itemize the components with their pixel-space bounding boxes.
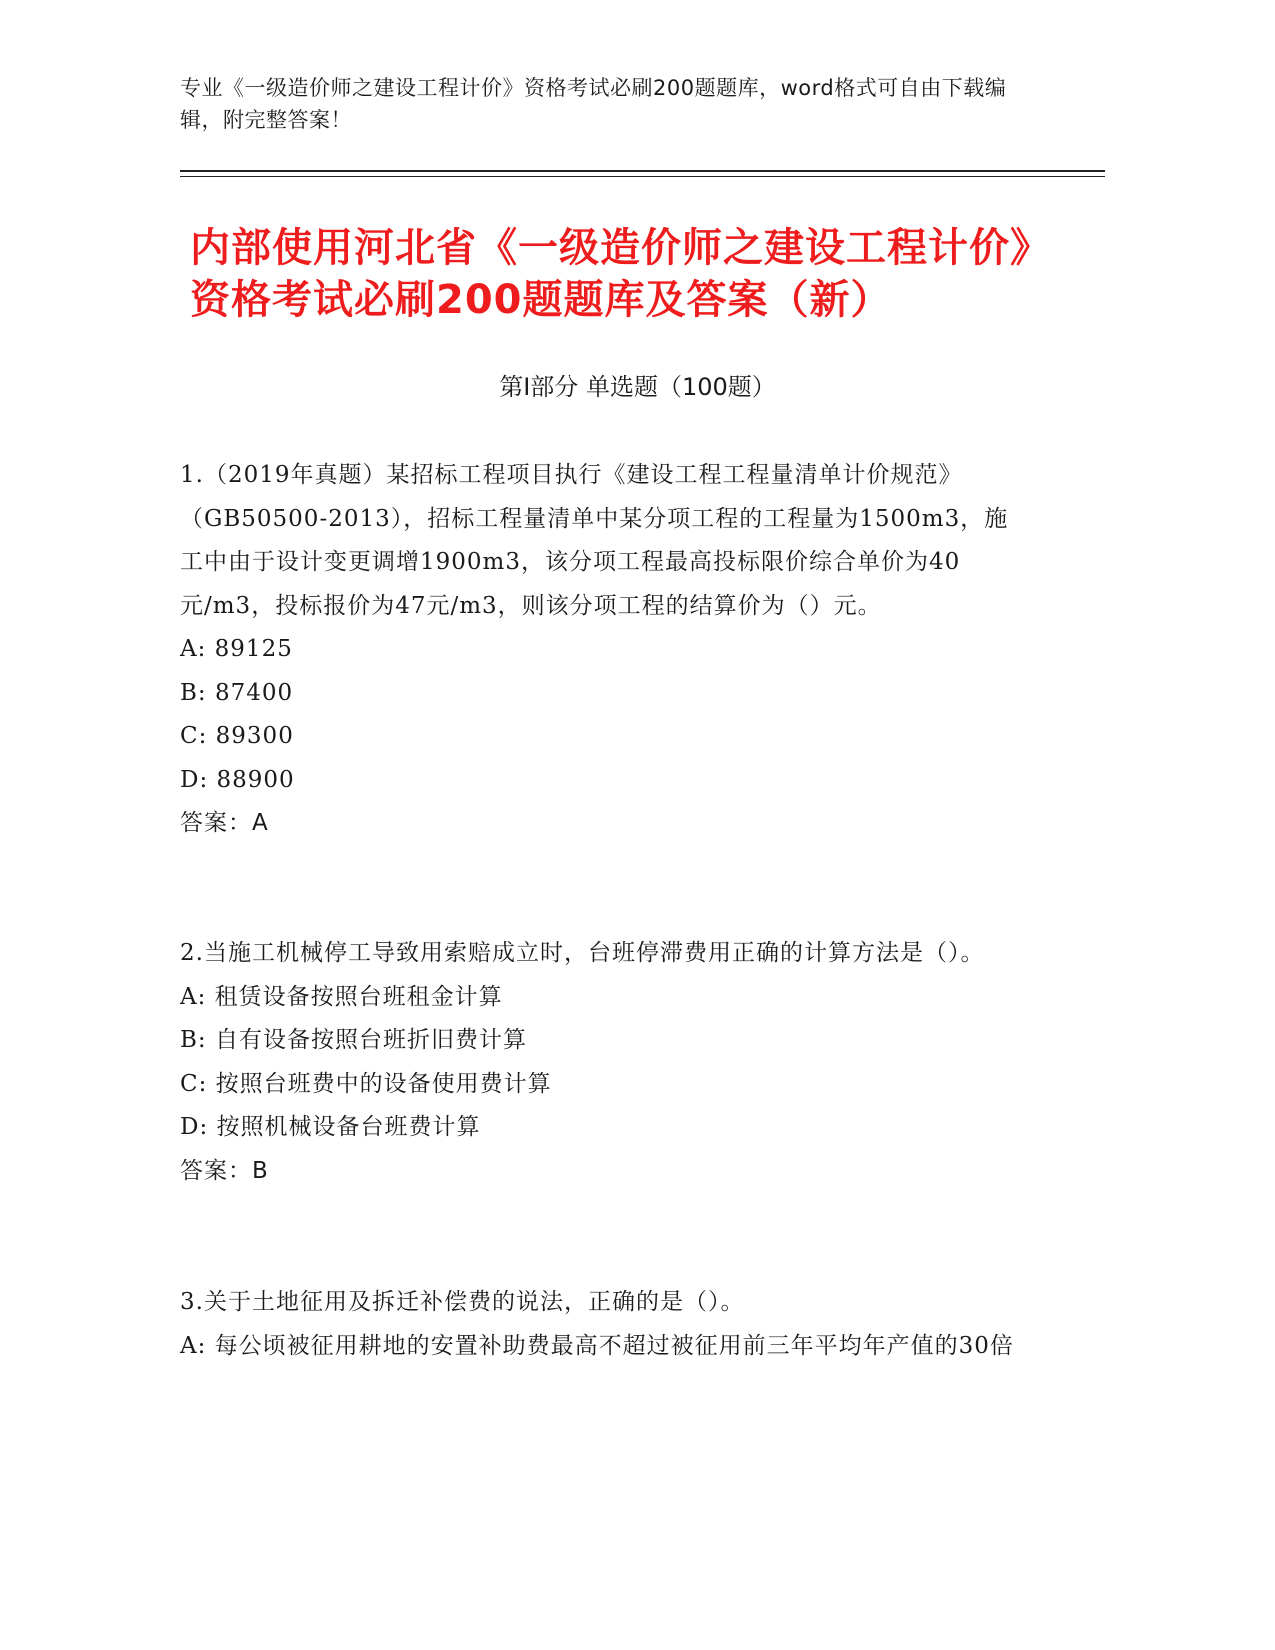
document-title: 内部使用河北省《一级造价师之建设工程计价》资格考试必刷200题题库及答案（新）	[190, 225, 1051, 323]
question-2	[180, 932, 1030, 1193]
question-1	[180, 454, 1030, 846]
option-c: C: 89300	[180, 723, 294, 749]
option-b: B: 87400	[180, 679, 294, 706]
option-b: B: 自有设备按照台班折旧费计算	[180, 1027, 527, 1053]
option-d: D: 按照机械设备台班费计算	[180, 1114, 481, 1140]
option-a: A: 每公顷被征用耕地的安置补助费最高不超过被征用前三年平均年产值的30倍	[180, 1332, 1014, 1359]
question-3	[180, 1281, 1030, 1368]
option-a: A: 租赁设备按照台班租金计算	[180, 983, 503, 1010]
header-divider-thin	[180, 176, 1105, 177]
question-text: 3.关于土地征用及拆迁补偿费的说法，正确的是（）。	[180, 1289, 745, 1315]
answer-label: 答案：A	[180, 810, 269, 836]
section-heading: 第Ⅰ部分 单选题（100题）	[499, 373, 776, 401]
option-c: C: 按照台班费中的设备使用费计算	[180, 1070, 552, 1097]
header-note: 专业《一级造价师之建设工程计价》资格考试必刷200题题库，word格式可自由下载编辑，附完整答案！	[180, 76, 1007, 132]
answer-label: 答案：B	[180, 1157, 269, 1184]
question-text: 2.当施工机械停工导致用索赔成立时，台班停滞费用正确的计算方法是（）。	[180, 940, 985, 966]
header-divider-thick	[180, 170, 1105, 172]
option-a: A: 89125	[180, 636, 293, 662]
option-d: D: 88900	[180, 766, 295, 793]
question-text: 1.（2019年真题）某招标工程项目执行《建设工程工程量清单计价规范》（GB50500-2013），招标工程量清单中某分项工程的工程量为1500m3，施工中由于设计变更调增1900m3，该分项工程最高投标限价综合单价为40元/m3，投标报价为47元/m3，则该分项工程的结算价为（）元。	[180, 462, 1009, 619]
